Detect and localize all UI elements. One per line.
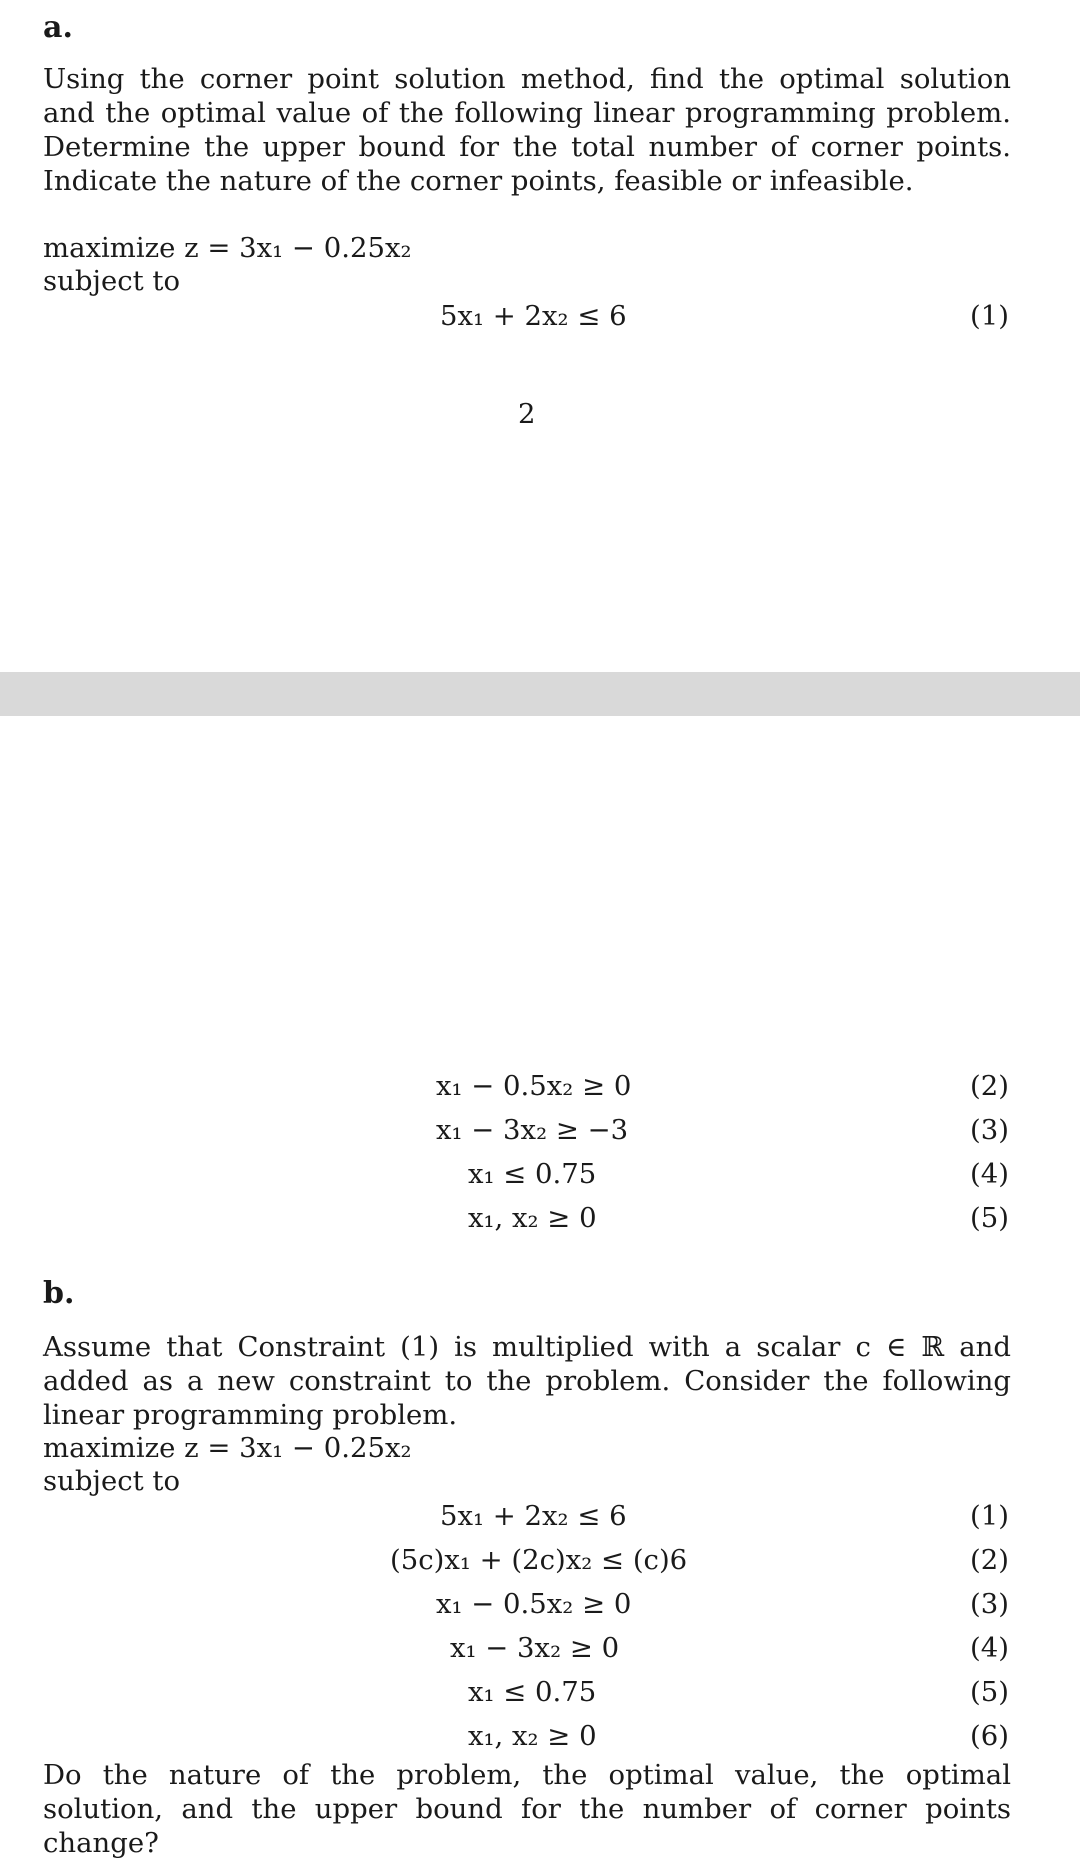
part-b-subject-to: subject to <box>43 1465 181 1497</box>
part-a-label: a. <box>43 10 73 45</box>
part-a-constraint-3-number: (3) <box>970 1114 1009 1146</box>
part-b-constraint-1-number: (1) <box>970 1500 1009 1532</box>
page-break-divider <box>0 672 1080 716</box>
part-b-constraint-2: (5c)x₁ + (2c)x₂ ≤ (c)6 <box>390 1544 688 1576</box>
part-b-constraint-3-number: (3) <box>970 1588 1009 1620</box>
part-a-constraint-3: x₁ − 3x₂ ≥ −3 <box>436 1114 629 1146</box>
part-b-constraint-4-number: (4) <box>970 1632 1009 1664</box>
part-a-objective: maximize z = 3x₁ − 0.25x₂ <box>43 232 412 264</box>
part-b-question: Do the nature of the problem, the optimal value, the optimal solution, and the upper bound for the number of corner points change? <box>43 1759 1011 1859</box>
page-number: 2 <box>518 398 536 430</box>
part-a-subject-to: subject to <box>43 265 181 297</box>
part-a-constraint-5-number: (5) <box>970 1202 1009 1234</box>
part-b-constraint-6: x₁, x₂ ≥ 0 <box>468 1720 597 1752</box>
part-b-intro: Assume that Constraint (1) is multiplied with a scalar c ∈ ℝ and added as a new constraint to the problem. Consider the following linear programming problem. <box>43 1331 1011 1431</box>
part-a-constraint-4: x₁ ≤ 0.75 <box>468 1158 597 1190</box>
part-a-constraint-2: x₁ − 0.5x₂ ≥ 0 <box>436 1070 632 1102</box>
part-b-constraint-6-number: (6) <box>970 1720 1009 1752</box>
part-a-constraint-1: 5x₁ + 2x₂ ≤ 6 <box>440 300 627 332</box>
part-b-constraint-5-number: (5) <box>970 1676 1009 1708</box>
part-a-constraint-5: x₁, x₂ ≥ 0 <box>468 1202 597 1234</box>
part-b-constraint-3: x₁ − 0.5x₂ ≥ 0 <box>436 1588 632 1620</box>
part-b-constraint-5: x₁ ≤ 0.75 <box>468 1676 597 1708</box>
part-a-constraint-1-number: (1) <box>970 300 1009 332</box>
part-b-constraint-1: 5x₁ + 2x₂ ≤ 6 <box>440 1500 627 1532</box>
part-a-constraint-4-number: (4) <box>970 1158 1009 1190</box>
part-a-constraint-2-number: (2) <box>970 1070 1009 1102</box>
part-a-intro: Using the corner point solution method, find the optimal solution and the optimal value of the following linear programming problem. Determine the upper bound for the total number of corner points. Indicate the nature of the corner points, feasible or infeasible. <box>43 63 1011 197</box>
part-b-constraint-4: x₁ − 3x₂ ≥ 0 <box>450 1632 620 1664</box>
part-b-objective: maximize z = 3x₁ − 0.25x₂ <box>43 1432 412 1464</box>
part-b-constraint-2-number: (2) <box>970 1544 1009 1576</box>
part-b-label: b. <box>43 1276 75 1311</box>
